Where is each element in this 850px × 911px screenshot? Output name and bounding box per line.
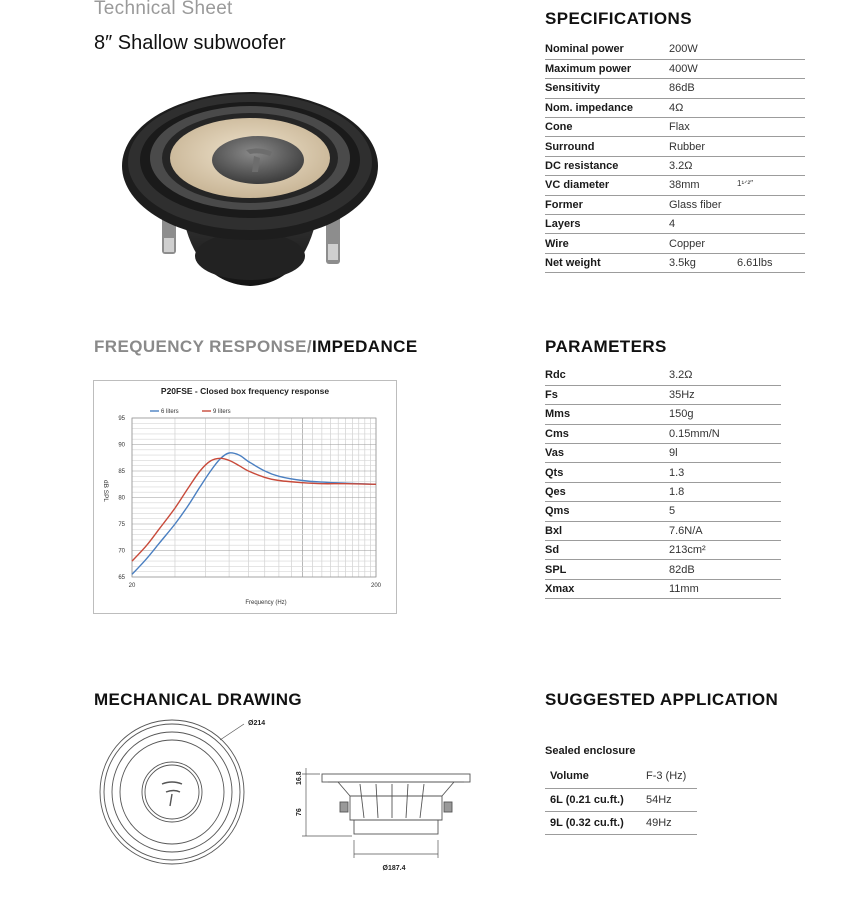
table-row [545,176,805,195]
param-value: 35Hz [669,385,781,404]
spec-label: Layers [545,215,669,234]
front-view-dimension [220,720,265,740]
spec-extra [737,59,805,78]
series-line [132,458,376,561]
spec-label: Net weight [545,253,669,272]
volume-header: Volume [545,765,641,788]
param-value: 7.6N/A [669,521,781,540]
spec-label: Former [545,195,669,214]
table-row [545,444,781,463]
table-row [545,521,781,540]
param-value: 82dB [669,560,781,579]
table-row [545,253,805,272]
document-label: Technical Sheet [94,0,233,19]
param-value: 5 [669,502,781,521]
param-label: Qts [545,463,669,482]
spec-label: Surround [545,137,669,156]
frequency-chart-frame [93,380,397,614]
table-row [545,482,781,501]
param-value: 9l [669,444,781,463]
spec-extra [737,156,805,175]
frequency-chart [94,381,396,613]
param-value: 150g [669,405,781,424]
f3-header: F-3 (Hz) [641,765,697,788]
spec-value: Glass fiber [669,195,737,214]
outer-diameter-label: Ø214 [248,720,266,727]
mechanical-drawing-title: MECHANICAL DRAWING [94,690,303,709]
y-tick-labels [118,416,125,581]
spec-value: Copper [669,234,737,253]
table-row [545,234,805,253]
param-label: Rdc [545,366,669,385]
spec-extra [737,79,805,98]
f3-value: 49Hz [641,811,697,834]
table-row [545,424,781,443]
y-tick-label: 70 [118,548,125,555]
suggested-application-title: SUGGESTED APPLICATION [545,690,779,709]
y-tick-label: 65 [118,575,125,581]
spec-extra: 1¹ᐟ²″ [737,176,805,195]
y-tick-label: 90 [118,442,125,449]
param-label: Qms [545,502,669,521]
spec-label: Maximum power [545,59,669,78]
spec-label: VC diameter [545,176,669,195]
spec-extra [737,40,805,59]
subwoofer-photo [120,88,380,288]
chart-title: P20FSE - Closed box frequency response [160,386,330,396]
height-label: 76 [296,808,303,816]
table-row [545,79,805,98]
chart-legend [150,409,231,415]
spec-label: DC resistance [545,156,669,175]
spec-extra [737,215,805,234]
x-tick-label: 200 [370,583,382,589]
table-row [545,366,781,385]
impedance-title-part: IMPEDANCE [311,337,418,356]
front-view-drawing [100,720,244,864]
param-value: 0.15mm/N [669,424,781,443]
param-label: Sd [545,541,669,560]
legend-label: 6 liters [161,409,179,415]
volume-value: 6L (0.21 cu.ft.) [545,788,641,811]
suggested-table [545,765,697,835]
param-value: 1.8 [669,482,781,501]
spec-value: Flax [669,118,737,137]
spec-value: 3.5kg [669,253,737,272]
spec-label: Nom. impedance [545,98,669,117]
spec-value: 4Ω [669,98,737,117]
table-row [545,59,805,78]
spec-label: Nominal power [545,40,669,59]
spec-extra [737,98,805,117]
spec-value: Rubber [669,137,737,156]
table-row [545,811,697,834]
spec-value: 3.2Ω [669,156,737,175]
sealed-enclosure-label: Sealed enclosure [545,745,636,757]
frequency-section-title [94,337,418,357]
frequency-title-part: FREQUENCY RESPONSE/ [94,337,312,356]
table-row [545,137,805,156]
y-tick-label: 95 [118,416,125,422]
param-label: Vas [545,444,669,463]
param-label: SPL [545,560,669,579]
parameters-title: PARAMETERS [545,337,667,356]
spec-value: 400W [669,59,737,78]
spec-extra [737,195,805,214]
table-row [545,463,781,482]
spec-extra [737,234,805,253]
param-value: 3.2Ω [669,366,781,385]
table-row [545,579,781,598]
volume-value: 9L (0.32 cu.ft.) [545,811,641,834]
table-row [545,215,805,234]
param-label: Bxl [545,521,669,540]
spec-label: Wire [545,234,669,253]
param-label: Qes [545,482,669,501]
table-row [545,405,781,424]
spec-extra [737,137,805,156]
chart-x-axis-label: Frequency (Hz) [245,600,287,606]
table-header-row [545,765,697,788]
x-tick-label: 20 [128,583,136,589]
param-value: 1.3 [669,463,781,482]
product-title: 8″ Shallow subwoofer [94,32,286,54]
param-value: 213cm² [669,541,781,560]
table-row [545,118,805,137]
param-label: Mms [545,405,669,424]
table-row [545,541,781,560]
base-diameter-label: Ø187.4 [382,865,406,872]
table-row [545,156,805,175]
table-row [545,788,697,811]
spec-value: 38mm [669,176,737,195]
chart-grid-horizontal [132,418,376,577]
mechanical-drawing [92,712,492,882]
spec-extra [737,118,805,137]
param-label: Fs [545,385,669,404]
legend-label: 9 liters [213,409,231,415]
side-view-drawing [322,774,470,834]
param-label: Cms [545,424,669,443]
x-tick-labels [129,583,382,589]
spec-value: 4 [669,215,737,234]
height-top-label: 16.8 [296,771,303,785]
spec-value: 200W [669,40,737,59]
table-row [545,40,805,59]
param-label: Xmax [545,579,669,598]
table-row [545,560,781,579]
spec-extra: 6.61lbs [737,253,805,272]
parameters-table [545,366,781,599]
table-row [545,98,805,117]
specifications-title: SPECIFICATIONS [545,9,692,28]
param-value: 11mm [669,579,781,598]
y-tick-label: 75 [118,522,125,528]
f3-value: 54Hz [641,788,697,811]
table-row [545,385,781,404]
y-tick-label: 85 [118,469,125,475]
spec-label: Sensitivity [545,79,669,98]
specifications-table [545,40,805,273]
y-tick-label: 80 [118,495,125,502]
spec-label: Cone [545,118,669,137]
table-row [545,502,781,521]
chart-y-axis-label: dB SPL [102,479,109,503]
spec-value: 86dB [669,79,737,98]
table-row [545,195,805,214]
